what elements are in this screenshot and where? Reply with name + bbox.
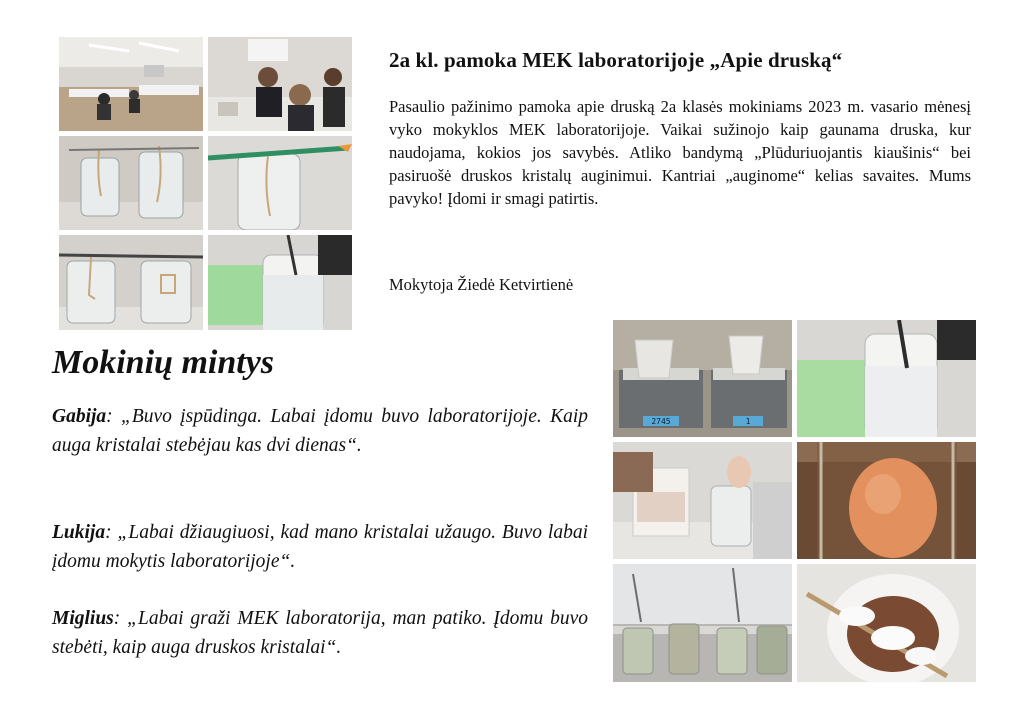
section-heading: Mokinių mintys — [52, 344, 275, 381]
quote-text: : „Labai graži MEK laboratorija, man patiko. Įdomu buvo stebėti, kaip auga druskos kristalai“. — [52, 608, 588, 658]
photo-jars-on-windowsill — [613, 564, 792, 682]
photo-jar-with-spoon — [797, 320, 976, 437]
photo-jar-with-pencil — [208, 136, 352, 230]
scale-reading-left: 2745 — [651, 417, 671, 426]
photo-students-at-table — [208, 37, 352, 131]
quote-text: : „Buvo įspūdinga. Labai įdomu buvo laboratorijoje. Kaip auga kristalai stebėjau kas dvi dienas“. — [52, 406, 588, 456]
page-title: 2a kl. pamoka MEK laboratorijoje „Apie druską“ — [389, 48, 843, 72]
quote-author: Miglius — [52, 608, 114, 629]
intro-paragraph: Pasaulio pažinimo pamoka apie druską 2a klasės mokiniams 2023 m. vasario mėnesį vyko mokyklos MEK laboratorijoje. Vaikai sužinojo kaip gaunama druska, kur naudojama, kokios jos savybės. Atliko bandymą „Plūduriuojantis kiaušinis“ bei pasiruošė druskos kristalų auginimui. Kantriai „auginome“ kelias savaites. Mums pavyko! Įdomi ir smagi patirtis. — [389, 97, 971, 208]
quote-gabija — [52, 402, 588, 460]
quote-author: Gabija — [52, 406, 107, 427]
photo-salt-crystals — [797, 564, 976, 682]
photo-salt-solution-jar — [208, 235, 352, 330]
photo-floating-egg — [797, 442, 976, 559]
photo-kitchen-scales — [613, 320, 792, 437]
photo-pouring-salt — [613, 442, 792, 559]
quote-author: Lukija — [52, 522, 106, 543]
photo-lab-classroom — [59, 37, 203, 131]
photo-jars-with-string — [59, 136, 203, 230]
scale-reading-right: 1 — [745, 417, 751, 426]
quote-miglius — [52, 604, 588, 662]
teacher-signature-line: Mokytoja Žiedė Ketvirtienė — [389, 275, 574, 294]
photo-two-jars-sticks — [59, 235, 203, 330]
quote-text: : „Labai džiaugiuosi, kad mano kristalai užaugo. Buvo labai įdomu mokytis laboratorijoje“. — [52, 522, 588, 572]
quote-lukija — [52, 518, 588, 576]
